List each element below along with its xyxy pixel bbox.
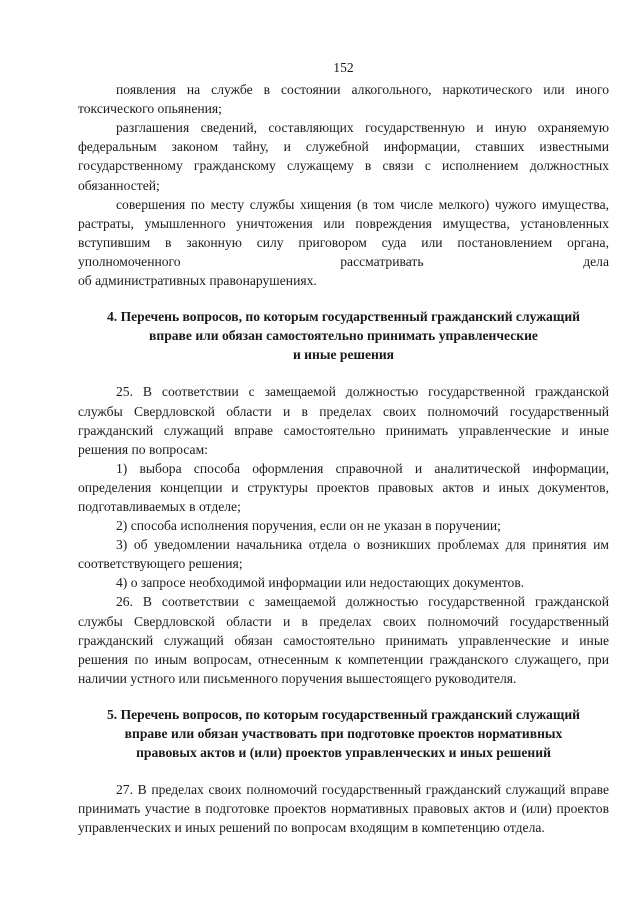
paragraph-26: 26. В соответствии с замещаемой должностью государственной гражданской службы Свердловской области и в пределах своих полномочий государственный гражданский служащий обязан самостоятельно принимать управленческие и иные решения по иным вопросам, отнесенным к компетенции гражданского служащего, при наличии устного или письменного поручения вышестоящего руководителя. xyxy=(78,594,609,686)
document-page xyxy=(78,58,609,837)
list-item-theft-end: об административных правонарушениях. xyxy=(78,273,317,289)
section-5-heading-line: правовых актов и (или) проектов управленческих и иных решений xyxy=(136,745,551,761)
paragraph-25-item-1: 1) выбора способа оформления справочной и аналитической информации, определения концепции и структуры проектов правовых актов и иных документов, подготавливаемых в отделе; xyxy=(78,460,609,514)
paragraph-25-item-4: 4) о запросе необходимой информации или недостающих документов. xyxy=(116,575,525,591)
paragraph-25-item-3: 3) об уведомлении начальника отдела о возникших проблемах для принятия им соответствующего решения; xyxy=(78,537,609,572)
section-5-heading xyxy=(78,705,609,762)
section-5-heading-line: 5. Перечень вопросов, по которым государственный гражданский служащий xyxy=(106,706,580,722)
paragraph-25-item-2: 2) способа исполнения поручения, если он не указан в поручении; xyxy=(116,518,501,534)
section-4-heading-line: вправе или обязан самостоятельно принимать управленческие xyxy=(149,328,538,344)
page-number: 152 xyxy=(333,60,354,75)
list-item-theft: совершения по месту службы хищения (в том числе мелкого) чужого имущества, растраты, умышленного уничтожения или повреждения имущества, установленных вступившим в законную силу приговором суда или постановлением органа, уполномоченного рассматривать дела xyxy=(78,196,609,269)
section-5-heading-line: вправе или обязан участвовать при подготовке проектов нормативных xyxy=(124,726,563,741)
section-4-heading-line: и иные решения xyxy=(292,347,395,363)
list-item-intoxication: появления на службе в состоянии алкогольного, наркотического или иного токсического опьянения; xyxy=(78,82,609,117)
paragraph-25: 25. В соответствии с замещаемой должностью государственной гражданской службы Свердловской области и в пределах своих полномочий государственный гражданский служащий вправе самостоятельно принимать управленческие и иные решения по вопросам: xyxy=(78,384,609,457)
section-4-heading xyxy=(78,307,609,364)
paragraph-27: 27. В пределах своих полномочий государственный гражданский служащий вправе принимать участие в подготовке проектов нормативных правовых актов и (или) проектов управленческих и иных решений по вопросам входящим в компетенцию отдела. xyxy=(78,782,609,836)
section-4-heading-line: 4. Перечень вопросов, по которым государственный гражданский служащий xyxy=(106,309,580,325)
list-item-disclosure: разглашения сведений, составляющих государственную и иную охраняемую федеральным законом тайну, и служебной информации, ставших известными государственному гражданскому служащему в связи с исполнением должностных обязанностей; xyxy=(78,120,609,193)
